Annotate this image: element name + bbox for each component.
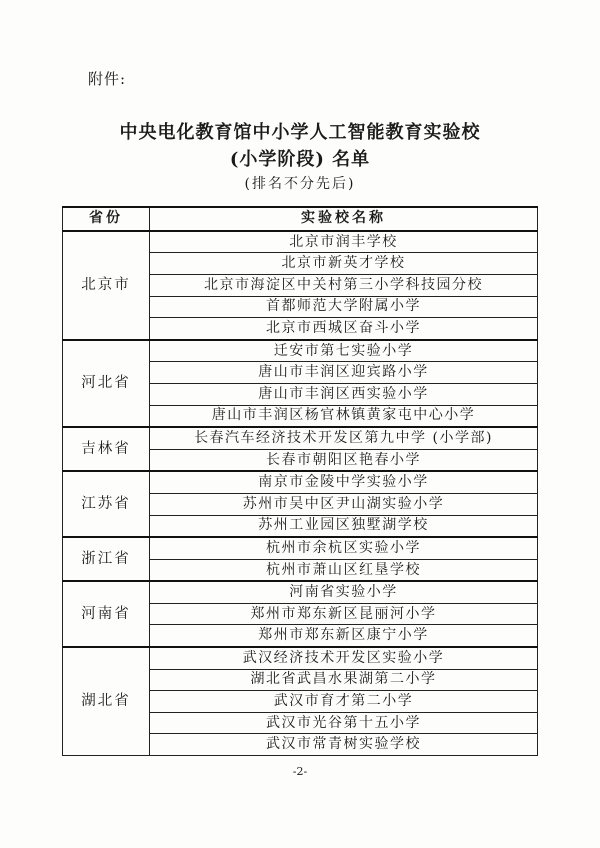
- school-name-cell: 杭州市萧山区红垦学校: [150, 559, 538, 581]
- document-subtitle: (小学阶段) 名单: [229, 149, 371, 170]
- table-row: [63, 471, 538, 493]
- school-name-cell: 唐山市丰润区迎宾路小学: [150, 362, 538, 384]
- table-row: [63, 581, 538, 603]
- province-cell: 吉林省: [63, 427, 150, 471]
- school-name-cell: 北京市新英才学校: [150, 253, 538, 275]
- school-list-table: [62, 206, 538, 756]
- school-name-cell: 武汉市育才第二小学: [150, 691, 538, 713]
- province-cell: 江苏省: [63, 471, 150, 537]
- school-name-cell: 河南省实验小学: [150, 581, 538, 603]
- table-row: [63, 340, 538, 362]
- province-cell: 河南省: [63, 581, 150, 647]
- school-name-cell: 首都师范大学附属小学: [150, 296, 538, 318]
- document-title: 中央电化教育馆中小学人工智能教育实验校: [119, 122, 481, 143]
- school-name-cell: 迁安市第七实验小学: [150, 340, 538, 362]
- school-name-cell: 南京市金陵中学实验小学: [150, 471, 538, 493]
- school-name-cell: 唐山市丰润区西实验小学: [150, 383, 538, 405]
- school-name-cell: 苏州工业园区独墅湖学校: [150, 515, 538, 537]
- province-cell: 湖北省: [63, 647, 150, 755]
- school-name-cell: 武汉市光谷第十五小学: [150, 712, 538, 734]
- school-name-cell: 杭州市余杭区实验小学: [150, 537, 538, 559]
- province-cell: 浙江省: [63, 537, 150, 581]
- school-name-cell: 长春市朝阳区艳春小学: [150, 449, 538, 471]
- school-name-cell: 郑州市郑东新区昆丽河小学: [150, 603, 538, 625]
- table-row: [63, 537, 538, 559]
- header-province: 省份: [63, 207, 150, 231]
- table-row: [63, 231, 538, 253]
- school-name-cell: 北京市润丰学校: [150, 231, 538, 253]
- school-name-cell: 郑州市郑东新区康宁小学: [150, 625, 538, 647]
- province-cell: 北京市: [63, 231, 150, 340]
- attachment-label: 附件:: [88, 70, 127, 88]
- school-name-cell: 湖北省武昌水果湖第二小学: [150, 669, 538, 691]
- school-name-cell: 北京市海淀区中关村第三小学科技园分校: [150, 274, 538, 296]
- school-name-cell: 长春汽车经济技术开发区第九中学 (小学部): [150, 427, 538, 449]
- header-school-name: 实验校名称: [150, 207, 538, 231]
- table-header-row: [63, 207, 538, 231]
- province-cell: 河北省: [63, 340, 150, 427]
- school-name-cell: 武汉经济技术开发区实验小学: [150, 647, 538, 669]
- school-name-cell: 苏州市吴中区尹山湖实验小学: [150, 493, 538, 515]
- ranking-note: (排名不分先后): [244, 176, 356, 192]
- school-name-cell: 北京市西城区奋斗小学: [150, 318, 538, 340]
- table-row: [63, 647, 538, 669]
- table-body: [63, 231, 538, 756]
- school-name-cell: 唐山市丰润区杨官林镇黄家屯中心小学: [150, 405, 538, 427]
- table-row: [63, 427, 538, 449]
- school-name-cell: 武汉市常青树实验学校: [150, 734, 538, 756]
- page-number: -2-: [292, 765, 308, 778]
